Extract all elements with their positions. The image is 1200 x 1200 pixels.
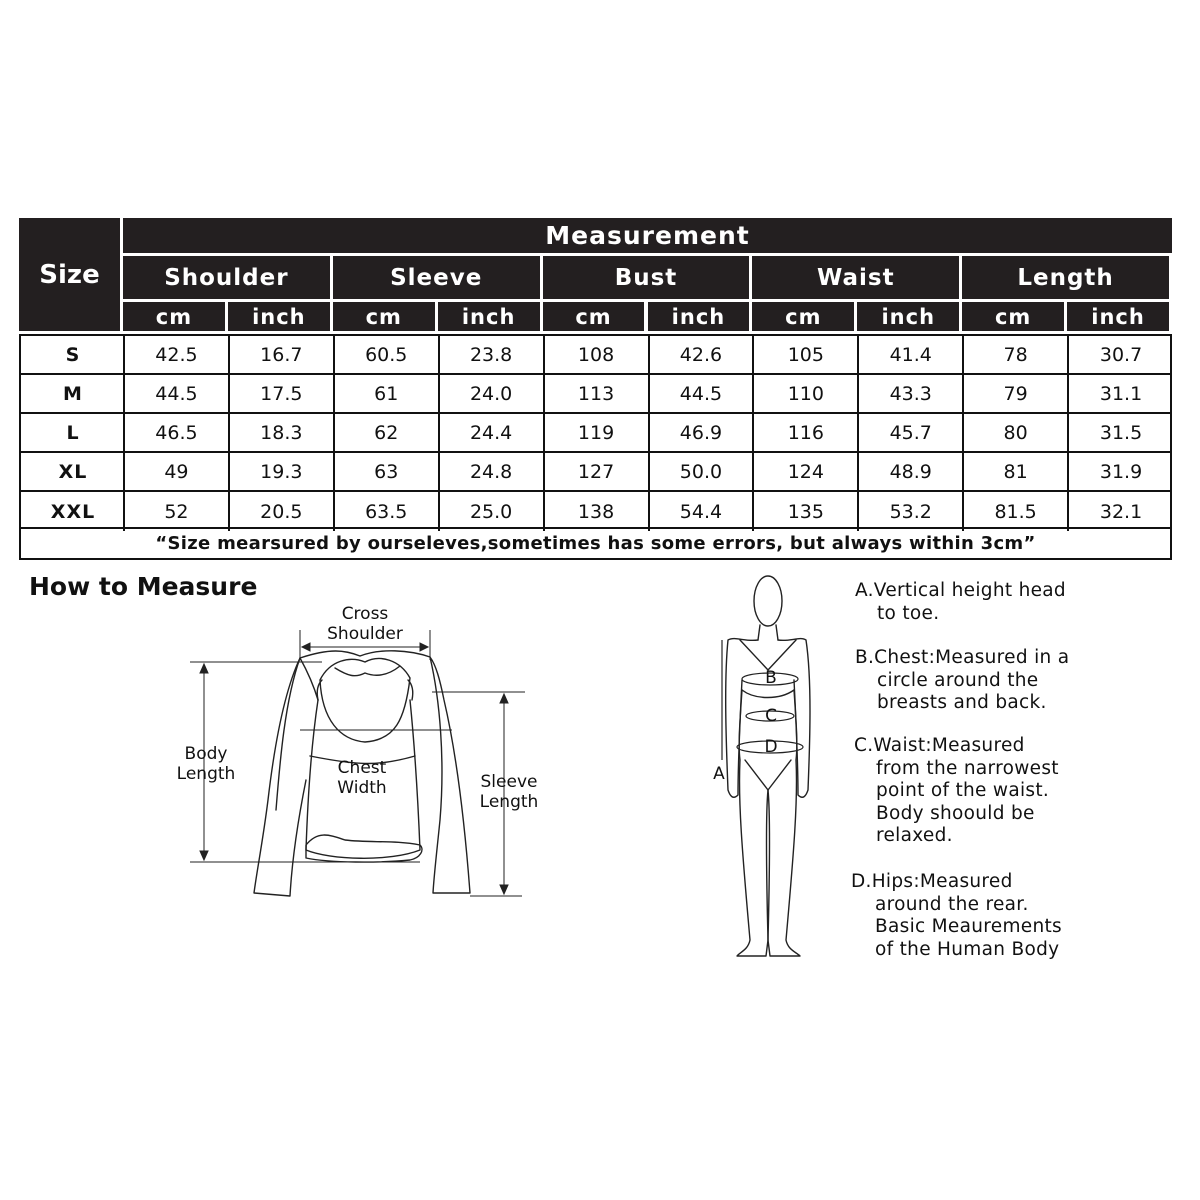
- unit-header-inch: inch: [857, 302, 959, 331]
- value-cell: 46.5: [123, 414, 228, 451]
- unit-header-inch: inch: [1067, 302, 1169, 331]
- size-table-body: [19, 334, 1172, 529]
- value-cell: 16.7: [228, 336, 333, 373]
- value-cell: 116: [752, 414, 857, 451]
- unit-header-cm: cm: [123, 302, 225, 331]
- value-cell: 41.4: [857, 336, 962, 373]
- body-length-label: Body Length: [176, 744, 236, 784]
- value-cell: 53.2: [857, 492, 962, 531]
- value-cell: 43.3: [857, 375, 962, 412]
- value-cell: 45.7: [857, 414, 962, 451]
- description-d: D.Hips:Measured around the rear. Basic Meaurements of the Human Body: [851, 871, 1062, 960]
- value-cell: 44.5: [648, 375, 753, 412]
- value-cell: 49: [123, 453, 228, 490]
- value-cell: 46.9: [648, 414, 753, 451]
- size-header: Size: [19, 218, 120, 331]
- measurement-note: “Size mearsured by ourseleves,sometimes has some errors, but always within 3cm”: [19, 529, 1172, 560]
- value-cell: 63.5: [333, 492, 438, 531]
- value-cell: 24.8: [438, 453, 543, 490]
- value-cell: 24.0: [438, 375, 543, 412]
- value-cell: 32.1: [1067, 492, 1173, 531]
- marker-d: D: [764, 737, 778, 757]
- value-cell: 42.5: [123, 336, 228, 373]
- unit-header-cm: cm: [752, 302, 854, 331]
- chest-width-label: Chest Width: [337, 758, 387, 798]
- value-cell: 50.0: [648, 453, 753, 490]
- description-c: C.Waist:Measured from the narrowest point of the waist. Body shoould be relaxed.: [854, 735, 1059, 847]
- value-cell: 44.5: [123, 375, 228, 412]
- value-cell: 60.5: [333, 336, 438, 373]
- group-header-2: Bust: [543, 256, 750, 299]
- value-cell: 135: [752, 492, 857, 531]
- value-cell: 42.6: [648, 336, 753, 373]
- value-cell: 30.7: [1067, 336, 1173, 373]
- marker-c: C: [765, 706, 777, 726]
- table-row: [21, 336, 1170, 375]
- value-cell: 48.9: [857, 453, 962, 490]
- how-to-measure-title: How to Measure: [29, 572, 258, 601]
- value-cell: 24.4: [438, 414, 543, 451]
- value-cell: 19.3: [228, 453, 333, 490]
- group-header-0: Shoulder: [123, 256, 330, 299]
- value-cell: 18.3: [228, 414, 333, 451]
- value-cell: 54.4: [648, 492, 753, 531]
- unit-header-inch: inch: [438, 302, 540, 331]
- description-b: B.Chest:Measured in a circle around the breasts and back.: [855, 647, 1070, 714]
- value-cell: 105: [752, 336, 857, 373]
- measurement-header: Measurement: [123, 218, 1172, 253]
- value-cell: 31.1: [1067, 375, 1173, 412]
- table-row: [21, 453, 1170, 492]
- value-cell: 108: [543, 336, 648, 373]
- value-cell: 63: [333, 453, 438, 490]
- marker-a: A: [713, 764, 725, 784]
- table-row: [21, 414, 1170, 453]
- unit-header-inch: inch: [648, 302, 750, 331]
- value-cell: 31.9: [1067, 453, 1173, 490]
- value-cell: 61: [333, 375, 438, 412]
- value-cell: 78: [962, 336, 1067, 373]
- value-cell: 31.5: [1067, 414, 1173, 451]
- value-cell: 52: [123, 492, 228, 531]
- size-cell: XL: [58, 460, 88, 483]
- size-cell: S: [65, 343, 81, 366]
- value-cell: 23.8: [438, 336, 543, 373]
- unit-header-inch: inch: [228, 302, 330, 331]
- value-cell: 119: [543, 414, 648, 451]
- description-a: A.Vertical height head to toe.: [855, 580, 1066, 624]
- value-cell: 25.0: [438, 492, 543, 531]
- group-header-1: Sleeve: [333, 256, 540, 299]
- value-cell: 62: [333, 414, 438, 451]
- size-cell: M: [63, 382, 83, 405]
- value-cell: 17.5: [228, 375, 333, 412]
- value-cell: 79: [962, 375, 1067, 412]
- value-cell: 127: [543, 453, 648, 490]
- size-cell: L: [66, 421, 80, 444]
- cross-shoulder-label: Cross Shoulder: [327, 604, 403, 644]
- value-cell: 124: [752, 453, 857, 490]
- value-cell: 20.5: [228, 492, 333, 531]
- marker-b: B: [765, 668, 777, 688]
- table-row: [21, 492, 1170, 531]
- value-cell: 81.5: [962, 492, 1067, 531]
- unit-header-cm: cm: [333, 302, 435, 331]
- group-header-4: Length: [962, 256, 1169, 299]
- unit-header-cm: cm: [543, 302, 645, 331]
- value-cell: 113: [543, 375, 648, 412]
- sleeve-length-label: Sleeve Length: [479, 772, 539, 812]
- value-cell: 110: [752, 375, 857, 412]
- value-cell: 80: [962, 414, 1067, 451]
- group-header-3: Waist: [752, 256, 959, 299]
- value-cell: 81: [962, 453, 1067, 490]
- table-row: [21, 375, 1170, 414]
- size-cell: XXL: [50, 500, 96, 523]
- value-cell: 138: [543, 492, 648, 531]
- unit-header-cm: cm: [962, 302, 1064, 331]
